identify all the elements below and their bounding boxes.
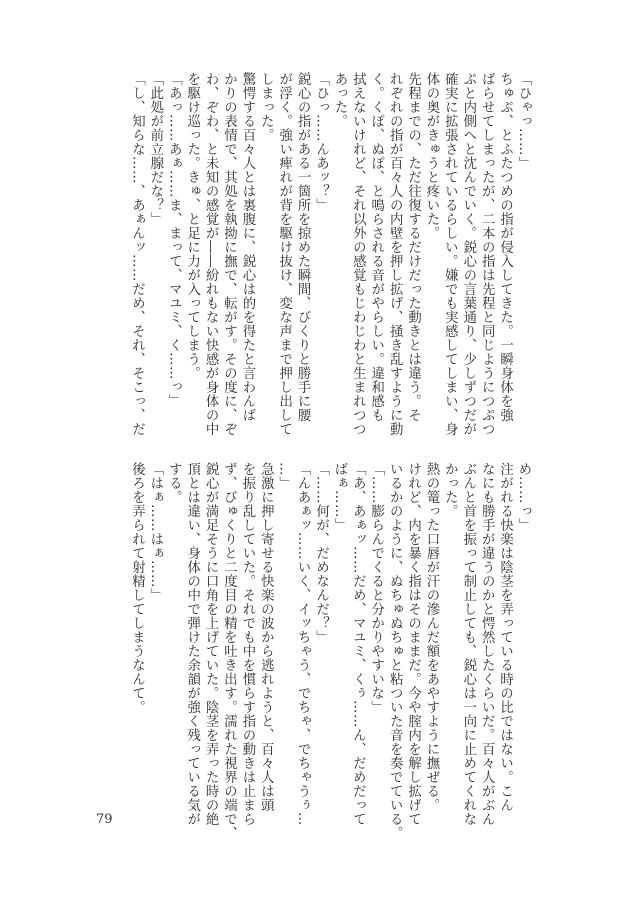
text-line: め……っ」 [516, 462, 531, 532]
text-line: ず、びゅくりと二度目の精を吐き出す。濡れた視界の端で、 [221, 462, 237, 840]
text-line: 鋭心の指がある一箇所を掠めた瞬間、びくりと勝手に腰 [295, 72, 311, 422]
text-line: ばぁ……」 [331, 462, 347, 532]
text-line: れぞれの指が百々人の内壁を押し拡げ、掻き乱すように動 [387, 72, 403, 436]
text-line: ぶんと首を振って制止しても、鋭心は一向に止めてくれな [460, 462, 476, 826]
text-block-bottom [129, 462, 532, 840]
text-line: 「ひゃっ……」 [516, 72, 531, 170]
text-line: 後ろを弄られて射精してしまうなんて。 [129, 462, 145, 714]
text-line: 驚愕する百々人とは裏腹に、鋭心は的を得たと言わんば [239, 72, 255, 422]
text-line: 先程までの、ただ往復するだけだった動きとは違う。そ [405, 72, 421, 422]
text-line: する。 [166, 462, 182, 504]
text-line: わ、ぞわ、と未知の感覚が――紛れもない快感が身体の中 [203, 72, 219, 436]
text-line: く。くぽ、ぬぽ、と鳴らされる音がやらしい。違和感も [368, 72, 384, 422]
text-line: …」 [276, 462, 292, 490]
page-number: 79 [96, 812, 113, 827]
text-line: 鋭心が満足そうに口角を上げていた。陰茎を弄った時の絶 [203, 462, 219, 826]
text-block-top [104, 72, 532, 436]
text-line: かりの表情で、其処を執拗に撫で、転がす。その度に、ぞ [221, 72, 237, 436]
text-line: 「あっ……あぁ……ま、まって、マユミ、く……っ」 [166, 72, 182, 408]
text-line: けれど、内を暴く指はそのままだ。今や腟内を解し拡げて [405, 462, 421, 826]
text-line: が浮く。強い痺れが背を駆け抜け、変な声まで押し出して [276, 72, 292, 436]
text-line: ちゅぷ、とふたつめの指が侵入してきた。一瞬身体を強 [497, 72, 513, 422]
text-line: いるかのように、ぬちゅぬちゅと粘ついた音を奏でている。 [387, 462, 403, 840]
text-line: 拭えないけれど、それ以外の感覚もじわじわと生まれつつ [350, 72, 366, 436]
text-line: 「あ、あぁッ……だめ、マユミ、くぅ……ん、だめだって [350, 462, 366, 826]
text-line: 注がれる快楽は陰茎を弄っている時の比ではない。こん [497, 462, 513, 812]
text-line: なにも勝手が違うのかと愕然したくらいだ。百々人がぶん [479, 462, 495, 826]
text-line: 「ひっ……んあッ？」 [313, 72, 329, 212]
text-line: 急激に押し寄せる快楽の波から逃れようと、百々人は頭 [258, 462, 274, 812]
text-line: 頂とは違い、身体の中で弾けた余韻が強く残っている気が [184, 462, 200, 826]
text-line: 「……膨らんでくると分かりやすいな」 [368, 462, 384, 714]
text-line: 熱の篭った口唇が汗の滲んだ額をあやすように撫ぜる。 [423, 462, 439, 812]
text-line: 体の奥がきゅうと疼いた。 [423, 72, 439, 240]
text-line: 「此処が前立腺だな？」 [147, 72, 163, 226]
text-line: ばらせてしまったが、二本の指は先程と同じようにつぷつ [479, 72, 495, 436]
text-line: 「んあぁッ……いく、イッちゃう、でちゃ、でちゃうぅ… [295, 462, 311, 826]
text-line: あった。 [331, 72, 347, 128]
text-line: 「し、知らな……、あぁんッ……だめ、それ、そこっ、だ [129, 72, 145, 436]
text-line: ぷと内側へと沈んでいく。鋭心の言葉通り、少しずつだが [460, 72, 476, 436]
text-line: かった。 [442, 462, 458, 518]
text-line: 確実に拡張されているらしい。嫌でも実感してしまい、身 [442, 72, 458, 436]
text-line: 「……何が、だめなんだ？」 [313, 462, 329, 644]
text-line: しまった。 [258, 72, 274, 142]
text-line: を振り乱していた。それでも中を慣らす指の動きは止まら [239, 462, 255, 826]
text-line: 「はぁ……はぁ……」 [147, 462, 163, 602]
text-line: を駆け巡った。きゅ、と足に力が入ってしまう。 [184, 72, 200, 380]
